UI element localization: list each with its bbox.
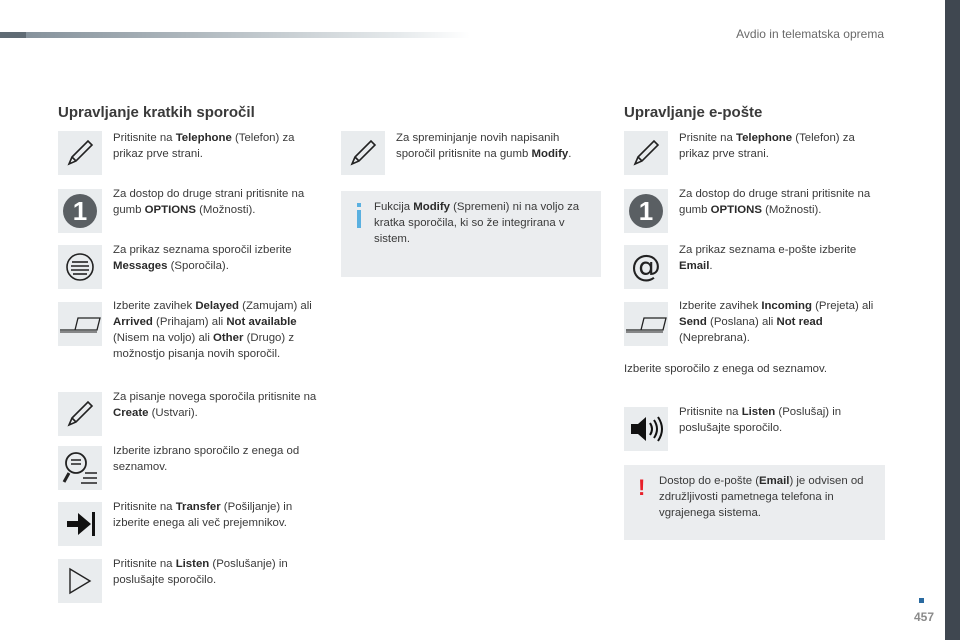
text-fragment: (Prihajam) ali (152, 316, 227, 328)
text-fragment: Prisnite na (679, 132, 736, 144)
at-icon (629, 250, 663, 284)
text-fragment: (Telefon) za prikaz prve strani. (679, 132, 855, 160)
text-fragment: (Neprebrana). (679, 332, 750, 344)
sms-step-2-icon (58, 189, 102, 233)
bold-term: Send (679, 316, 707, 328)
bold-term: Create (113, 407, 149, 419)
bold-term: Email (759, 475, 790, 487)
text-fragment: (Nisem na voljo) ali (113, 332, 214, 344)
info-note-text (374, 199, 594, 247)
tab-icon (59, 314, 101, 334)
text-fragment: (Zamujam) ali (239, 300, 312, 312)
sms-step-8-icon (58, 559, 102, 603)
text-fragment: Za spreminjanje novih napisanih sporočil pritisnite na gumb (396, 132, 560, 160)
email-step-3-icon (624, 245, 668, 289)
text-fragment: (Poslušaj) in poslušajte sporočilo. (679, 406, 842, 434)
sms-step-1-icon (58, 131, 102, 175)
number-one-icon: 1 (63, 194, 97, 228)
text-fragment: (Poslušanje) in poslušajte sporočilo. (113, 558, 288, 586)
sms-step-8-text (113, 556, 318, 588)
text-fragment: (Drugo) z možnostjo pisanja novih sporočil. (113, 332, 295, 360)
text-fragment: (Ustvari). (148, 407, 198, 419)
bold-term: Arrived (113, 316, 153, 328)
text-fragment: Za pisanje novega sporočila pritisnite na (113, 391, 317, 403)
bold-term: Email (679, 260, 710, 272)
text-fragment: (Spremeni) ni na voljo za kratka sporočila, ki so že integrirana v sistem. (374, 201, 580, 245)
search-list-icon (61, 449, 99, 487)
email-step-3-text (679, 242, 879, 274)
text-fragment: (Telefon) za prikaz prve strani. (113, 132, 295, 160)
text-fragment: (Možnosti). (195, 204, 256, 216)
sms-step-6-icon (58, 446, 102, 490)
sms-step-3-text (113, 242, 318, 274)
bold-term: Modify (531, 148, 569, 160)
text-fragment: Fukcija (374, 201, 414, 213)
text-fragment: Za prikaz seznama e-pošte izberite (679, 244, 857, 256)
bold-term: Delayed (195, 300, 240, 312)
pencil-icon (631, 138, 661, 168)
pencil-icon (65, 138, 95, 168)
svg-text:@: @ (631, 250, 661, 284)
email-step-1-text (679, 130, 879, 162)
header-decor-bar (0, 32, 470, 38)
text-fragment: Izberite izbrano sporočilo z enega od seznamov. (113, 445, 300, 473)
info-note (341, 191, 601, 277)
email-listen-text (679, 404, 879, 436)
text-fragment: Izberite zavihek (679, 300, 762, 312)
email-step-4-icon (624, 302, 668, 346)
sms-step-4-icon (58, 302, 102, 346)
email-step-2-icon (624, 189, 668, 233)
bold-term: Transfer (175, 501, 221, 513)
sms-step-6-text (113, 443, 318, 475)
text-fragment: Izberite zavihek (113, 300, 196, 312)
text-fragment: . (709, 260, 713, 272)
bold-term: Telephone (735, 132, 793, 144)
email-step-1-icon (624, 131, 668, 175)
chapter-title: Avdio in telematska oprema (736, 27, 884, 41)
bold-term: OPTIONS (144, 204, 196, 216)
page-marker (919, 598, 924, 603)
text-fragment: (Poslana) ali (706, 316, 777, 328)
email-step-2-text (679, 186, 879, 218)
email-listen-icon (624, 407, 668, 451)
tab-icon (625, 314, 667, 334)
text-fragment: Pritisnite na (113, 558, 176, 570)
text-fragment: Pritisnite na (113, 132, 176, 144)
bold-term: OPTIONS (710, 204, 762, 216)
email-plain-text: Izberite sporočilo z enega od seznamov. (624, 363, 828, 375)
page-edge-strip (945, 0, 960, 640)
speaker-icon (628, 414, 664, 444)
warning-note (624, 465, 885, 540)
email-step-4-text (679, 298, 879, 346)
middle-step-icon (341, 131, 385, 175)
bold-term: Not read (776, 316, 823, 328)
text-fragment: ) je odvisen od združljivosti pametnega telefona in vgrajenega sistema. (659, 475, 864, 519)
transfer-icon (64, 509, 96, 539)
sms-step-7-icon (58, 502, 102, 546)
sms-step-4-text (113, 298, 318, 362)
text-fragment: Za dostop do druge strani pritisnite na gumb (679, 188, 871, 216)
bold-term: Other (213, 332, 244, 344)
page-number: 457 (913, 610, 934, 624)
text-fragment: (Možnosti). (761, 204, 822, 216)
sms-step-3-icon (58, 245, 102, 289)
number-one-icon: 1 (629, 194, 663, 228)
text-fragment: Za dostop do druge strani pritisnite na gumb (113, 188, 305, 216)
pencil-icon (65, 399, 95, 429)
sms-step-7-text (113, 499, 318, 531)
list-icon (64, 251, 96, 283)
bold-term: Not available (226, 316, 297, 328)
text-fragment: Dostop do e-pošte ( (659, 475, 760, 487)
email-section-title: Upravljanje e-pošte (624, 104, 763, 121)
bold-term: Messages (113, 260, 168, 272)
bold-term: Modify (413, 201, 450, 213)
text-fragment: Pritisnite na (113, 501, 176, 513)
sms-section-title: Upravljanje kratkih sporočil (58, 104, 255, 121)
text-fragment: Pritisnite na (679, 406, 742, 418)
bold-term: Listen (741, 406, 776, 418)
text-fragment: (Sporočila). (167, 260, 229, 272)
sms-step-2-text (113, 186, 318, 218)
text-fragment: (Pošiljanje) in izberite enega ali več prejemnikov. (113, 501, 293, 529)
warning-icon: ! (638, 475, 646, 500)
sms-step-1-text (113, 130, 318, 162)
sms-step-5-icon (58, 392, 102, 436)
bold-term: Telephone (175, 132, 232, 144)
bold-term: Listen (175, 558, 210, 570)
text-fragment: . (568, 148, 572, 160)
warning-note-text (659, 473, 877, 521)
info-icon (357, 203, 361, 231)
bold-term: Incoming (761, 300, 812, 312)
sms-step-5-text (113, 389, 318, 421)
pencil-icon (348, 138, 378, 168)
play-icon (67, 567, 93, 595)
middle-step-text (396, 130, 596, 162)
text-fragment: (Prejeta) ali (811, 300, 874, 312)
text-fragment: Za prikaz seznama sporočil izberite (113, 244, 292, 256)
